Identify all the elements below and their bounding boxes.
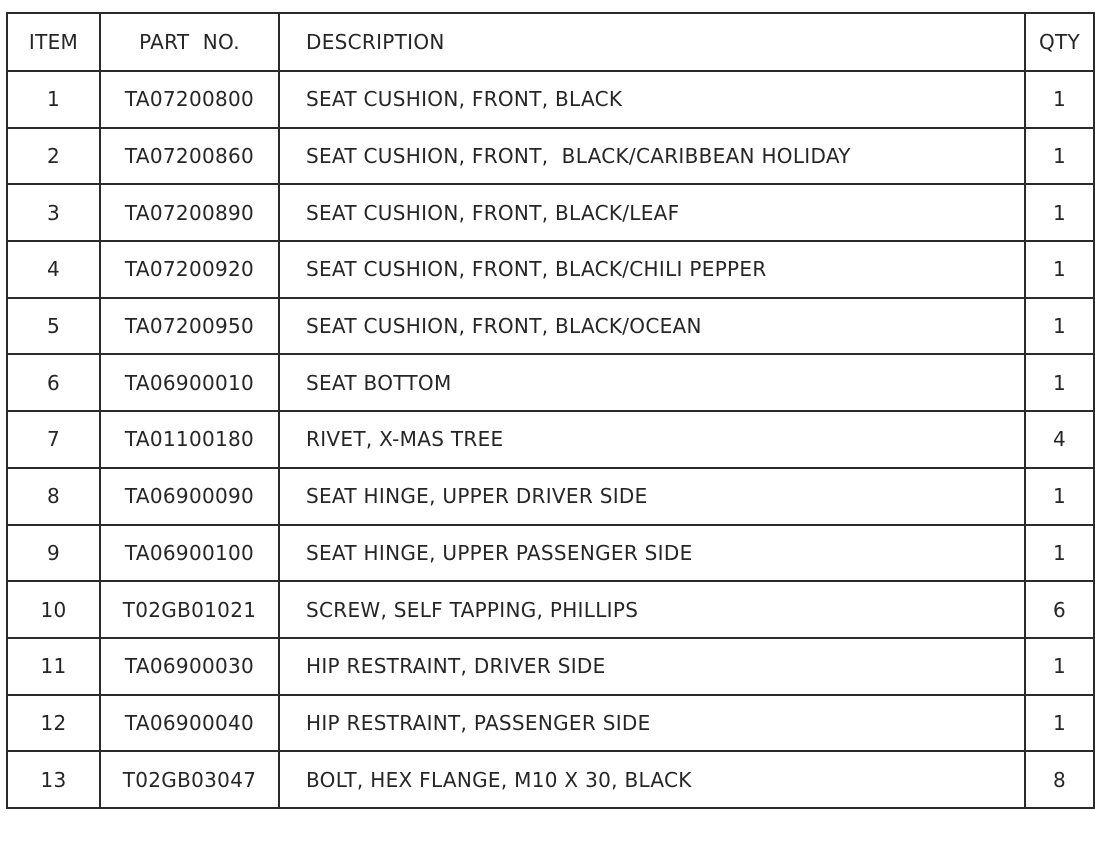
qty-cell: 4 [1025,411,1094,468]
part-no-cell: TA06900040 [100,695,279,752]
item-cell: 11 [7,638,100,695]
qty-cell: 1 [1025,695,1094,752]
table-row [7,468,1094,525]
qty-cell: 1 [1025,354,1094,411]
part-no-cell: TA06900090 [100,468,279,525]
item-cell: 10 [7,581,100,638]
part-no-cell: TA07200950 [100,298,279,355]
item-cell: 7 [7,411,100,468]
description-cell: SEAT CUSHION, FRONT, BLACK/OCEAN [279,298,1025,355]
description-cell: HIP RESTRAINT, PASSENGER SIDE [279,695,1025,752]
item-cell: 8 [7,468,100,525]
table-header [7,13,1094,71]
description-cell: SEAT CUSHION, FRONT, BLACK [279,71,1025,128]
part-no-cell: TA07200920 [100,241,279,298]
table-row [7,411,1094,468]
description-cell: BOLT, HEX FLANGE, M10 X 30, BLACK [279,751,1025,808]
qty-cell: 1 [1025,184,1094,241]
table-row [7,184,1094,241]
part-no-cell: T02GB03047 [100,751,279,808]
description-cell: SEAT CUSHION, FRONT, BLACK/CARIBBEAN HOLIDAY [279,128,1025,185]
table-row [7,525,1094,582]
item-cell: 6 [7,354,100,411]
qty-cell: 1 [1025,468,1094,525]
description-cell: HIP RESTRAINT, DRIVER SIDE [279,638,1025,695]
table-body [7,71,1094,808]
qty-cell: 1 [1025,638,1094,695]
item-cell: 12 [7,695,100,752]
qty-cell: 1 [1025,298,1094,355]
description-cell: SEAT CUSHION, FRONT, BLACK/CHILI PEPPER [279,241,1025,298]
part-no-cell: T02GB01021 [100,581,279,638]
table-row [7,581,1094,638]
part-no-cell: TA06900030 [100,638,279,695]
part-no-cell: TA06900010 [100,354,279,411]
item-cell: 1 [7,71,100,128]
description-cell: SEAT CUSHION, FRONT, BLACK/LEAF [279,184,1025,241]
qty-cell: 8 [1025,751,1094,808]
table-row [7,298,1094,355]
description-cell: SEAT BOTTOM [279,354,1025,411]
table-row [7,638,1094,695]
table-row [7,695,1094,752]
table-row [7,71,1094,128]
header-item: ITEM [7,13,100,71]
qty-cell: 1 [1025,71,1094,128]
description-cell: SCREW, SELF TAPPING, PHILLIPS [279,581,1025,638]
part-no-cell: TA07200800 [100,71,279,128]
item-cell: 5 [7,298,100,355]
item-cell: 9 [7,525,100,582]
item-cell: 4 [7,241,100,298]
item-cell: 2 [7,128,100,185]
part-no-cell: TA07200890 [100,184,279,241]
qty-cell: 1 [1025,241,1094,298]
header-row [7,13,1094,71]
table-row [7,751,1094,808]
item-cell: 13 [7,751,100,808]
header-qty: QTY [1025,13,1094,71]
qty-cell: 1 [1025,128,1094,185]
qty-cell: 1 [1025,525,1094,582]
description-cell: SEAT HINGE, UPPER PASSENGER SIDE [279,525,1025,582]
table-row [7,354,1094,411]
item-cell: 3 [7,184,100,241]
part-no-cell: TA07200860 [100,128,279,185]
part-no-cell: TA06900100 [100,525,279,582]
parts-list-table [6,12,1095,809]
description-cell: RIVET, X-MAS TREE [279,411,1025,468]
table-row [7,241,1094,298]
header-description: DESCRIPTION [279,13,1025,71]
part-no-cell: TA01100180 [100,411,279,468]
description-cell: SEAT HINGE, UPPER DRIVER SIDE [279,468,1025,525]
qty-cell: 6 [1025,581,1094,638]
table-row [7,128,1094,185]
header-part-no: PART NO. [100,13,279,71]
